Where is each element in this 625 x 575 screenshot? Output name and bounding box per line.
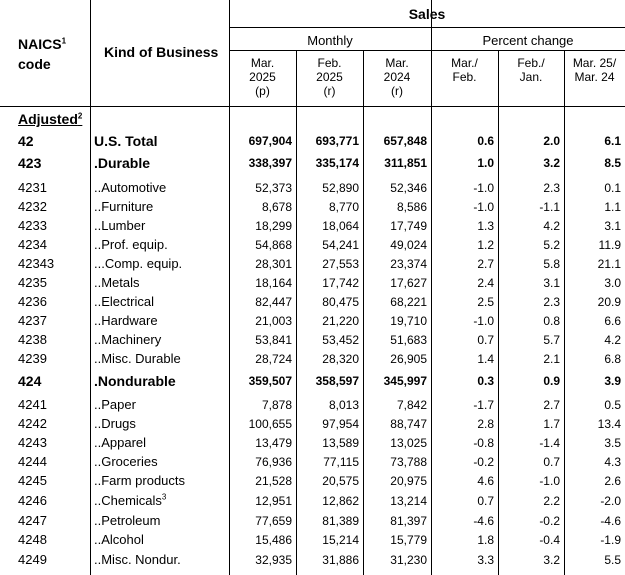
value-m3: 13,025 xyxy=(390,436,427,450)
business-kind xyxy=(94,455,158,468)
value-m3: 73,788 xyxy=(390,455,427,469)
business-kind-label: ..Alcohol xyxy=(94,532,144,547)
business-kind xyxy=(94,219,145,232)
value-m1: 18,164 xyxy=(255,276,292,290)
value-m3: 52,346 xyxy=(390,181,427,195)
value-p2: 2.0 xyxy=(543,134,560,148)
value-m2: 31,886 xyxy=(322,553,359,567)
naics-code: 42 xyxy=(18,133,34,149)
business-kind xyxy=(94,494,166,507)
value-p2: 2.7 xyxy=(543,398,560,412)
value-p1: 0.3 xyxy=(477,374,494,388)
value-m3: 19,710 xyxy=(390,314,427,328)
value-m1: 338,397 xyxy=(248,156,292,170)
value-p3: -1.9 xyxy=(600,533,621,547)
value-p3: 4.3 xyxy=(604,455,621,469)
value-m3: 13,214 xyxy=(390,494,427,508)
value-m1: 52,373 xyxy=(255,181,292,195)
value-m1: 7,878 xyxy=(261,398,292,412)
business-kind-label: ..Farm products xyxy=(94,473,186,488)
naics-footnote: 1 xyxy=(61,36,67,46)
naics-code: 4239 xyxy=(18,351,47,366)
business-kind xyxy=(94,238,168,251)
monthly-header: Monthly xyxy=(307,33,353,48)
value-m1: 359,507 xyxy=(248,374,292,388)
value-p3: 11.9 xyxy=(598,238,621,252)
naics-code: 4234 xyxy=(18,237,47,252)
col-mar25-mar24: Mar. 25/ Mar. 24 xyxy=(572,56,617,84)
value-m3: 23,374 xyxy=(390,257,427,271)
business-kind xyxy=(94,398,136,411)
section-label: Adjusted xyxy=(18,111,78,127)
value-m3: 17,627 xyxy=(390,276,427,290)
value-p2: 3.2 xyxy=(543,156,560,170)
value-m2: 53,452 xyxy=(322,333,359,347)
value-p3: 20.9 xyxy=(597,295,621,309)
business-kind xyxy=(94,474,185,487)
value-p2: 0.9 xyxy=(543,374,560,388)
value-p3: 3.5 xyxy=(604,436,621,450)
business-kind-label: ..Furniture xyxy=(94,199,154,214)
business-kind xyxy=(94,417,136,430)
value-p1: 1.4 xyxy=(477,352,494,366)
value-p3: 6.6 xyxy=(604,314,621,328)
value-p1: -1.0 xyxy=(473,200,494,214)
value-m3: 20,975 xyxy=(390,474,427,488)
value-m3: 68,221 xyxy=(390,295,427,309)
naics-code: 42343 xyxy=(18,256,55,271)
value-m2: 13,589 xyxy=(322,436,359,450)
value-m3: 26,905 xyxy=(390,352,427,366)
business-kind-label: ..Lumber xyxy=(94,218,146,233)
naics-code: 4246 xyxy=(18,493,47,508)
value-m1: 21,003 xyxy=(255,314,292,328)
business-kind-label: ..Drugs xyxy=(94,416,136,431)
business-kind-label: ..Electrical xyxy=(94,294,154,309)
value-m1: 15,486 xyxy=(255,533,292,547)
value-m1: 13,479 xyxy=(255,436,292,450)
business-kind-label: ..Paper xyxy=(94,397,136,412)
section-adjusted xyxy=(18,112,82,126)
naics-code: 4235 xyxy=(18,275,47,290)
value-m2: 21,220 xyxy=(322,314,359,328)
col-mar-2024: Mar. 2024 (r) xyxy=(383,56,411,98)
value-p2: 3.2 xyxy=(543,553,560,567)
value-m2: 27,553 xyxy=(322,257,359,271)
naics-code: 4233 xyxy=(18,218,47,233)
value-p3: 13.4 xyxy=(597,417,621,431)
kind-header: Kind of Business xyxy=(104,44,219,60)
value-p3: 0.5 xyxy=(604,398,621,412)
value-m2: 28,320 xyxy=(322,352,359,366)
value-m3: 7,842 xyxy=(396,398,427,412)
value-p2: 5.7 xyxy=(543,333,560,347)
business-kind xyxy=(94,295,154,308)
value-p2: -1.1 xyxy=(539,200,560,214)
naics-code: 424 xyxy=(18,373,42,389)
value-p3: -2.0 xyxy=(600,494,621,508)
value-p1: -1.7 xyxy=(473,398,494,412)
naics-code: 4243 xyxy=(18,435,47,450)
value-p2: 2.3 xyxy=(543,295,560,309)
value-m1: 32,935 xyxy=(255,553,292,567)
value-m2: 18,064 xyxy=(322,219,359,233)
value-p1: 1.2 xyxy=(477,238,494,252)
header-rule xyxy=(0,106,625,107)
value-p2: 2.1 xyxy=(543,352,560,366)
value-m3: 31,230 xyxy=(390,553,427,567)
naics-code: 4248 xyxy=(18,532,47,547)
value-m1: 76,936 xyxy=(255,455,292,469)
naics-label: NAICS xyxy=(18,36,62,52)
business-kind-label: ..Automotive xyxy=(94,180,167,195)
business-kind-label: ..Chemicals xyxy=(94,493,162,508)
value-m2: 693,771 xyxy=(315,134,359,148)
value-m3: 51,683 xyxy=(390,333,427,347)
business-kind xyxy=(94,276,140,289)
naics-code: 4236 xyxy=(18,294,47,309)
value-m3: 88,747 xyxy=(390,417,427,431)
value-p3: 3.1 xyxy=(604,219,621,233)
value-p1: -1.0 xyxy=(473,314,494,328)
value-m1: 53,841 xyxy=(255,333,292,347)
value-m1: 77,659 xyxy=(255,514,292,528)
value-m1: 82,447 xyxy=(255,295,292,309)
value-p2: -1.4 xyxy=(539,436,560,450)
business-kind xyxy=(94,333,161,346)
footnote-marker: 3 xyxy=(161,492,167,502)
value-m3: 311,851 xyxy=(384,156,427,170)
value-m1: 28,301 xyxy=(255,257,292,271)
business-kind xyxy=(94,134,158,148)
value-p1: 0.7 xyxy=(477,494,494,508)
business-kind xyxy=(94,533,144,546)
value-m1: 697,904 xyxy=(248,134,292,148)
value-m2: 54,241 xyxy=(322,238,359,252)
section-footnote: 2 xyxy=(77,111,83,121)
value-p3: 3.0 xyxy=(604,276,621,290)
value-p2: -0.2 xyxy=(539,514,560,528)
value-m1: 12,951 xyxy=(255,494,292,508)
code-header: code xyxy=(18,56,51,72)
value-m1: 28,724 xyxy=(255,352,292,366)
value-m2: 15,214 xyxy=(322,533,359,547)
business-kind-label: ..Prof. equip. xyxy=(94,237,168,252)
value-m2: 12,862 xyxy=(322,494,359,508)
business-kind-label: ...Comp. equip. xyxy=(94,256,183,271)
naics-code: 4242 xyxy=(18,416,47,431)
value-p1: -4.6 xyxy=(473,514,494,528)
naics-code: 4247 xyxy=(18,513,47,528)
business-kind-label: ..Apparel xyxy=(94,435,147,450)
value-p1: 2.4 xyxy=(477,276,494,290)
value-m3: 49,024 xyxy=(390,238,427,252)
value-p2: 3.1 xyxy=(543,276,560,290)
header-rule xyxy=(229,50,625,51)
value-m2: 20,575 xyxy=(322,474,359,488)
business-kind-label: .Durable xyxy=(94,155,151,171)
value-p2: 1.7 xyxy=(543,417,560,431)
value-m2: 8,013 xyxy=(328,398,359,412)
business-kind-label: U.S. Total xyxy=(94,133,158,149)
business-kind xyxy=(94,156,150,170)
naics-code: 423 xyxy=(18,155,42,171)
naics-header xyxy=(18,37,66,51)
value-m3: 657,848 xyxy=(383,134,427,148)
value-m2: 97,954 xyxy=(322,417,359,431)
value-p3: 5.5 xyxy=(604,553,621,567)
value-p2: 0.7 xyxy=(543,455,560,469)
col-divider xyxy=(90,0,91,575)
value-p1: -0.8 xyxy=(473,436,494,450)
value-m3: 8,586 xyxy=(396,200,427,214)
value-m2: 77,115 xyxy=(323,455,359,469)
value-p1: -0.2 xyxy=(473,455,494,469)
value-p2: 5.8 xyxy=(543,257,560,271)
col-mar-2025: Mar. 2025 (p) xyxy=(249,56,276,98)
naics-code: 4241 xyxy=(18,397,47,412)
value-m3: 17,749 xyxy=(390,219,427,233)
business-kind xyxy=(94,374,176,388)
business-kind-label: ..Misc. Nondur. xyxy=(94,552,181,567)
value-p1: 1.0 xyxy=(477,156,494,170)
value-p1: 2.5 xyxy=(477,295,494,309)
value-p3: 2.6 xyxy=(604,474,621,488)
value-p1: 0.7 xyxy=(477,333,494,347)
value-p1: 4.6 xyxy=(477,474,494,488)
business-kind-label: ..Groceries xyxy=(94,454,158,469)
sales-header: Sales xyxy=(408,6,446,22)
value-p1: 3.3 xyxy=(477,553,494,567)
value-m3: 81,397 xyxy=(390,514,427,528)
value-p1: 2.8 xyxy=(477,417,494,431)
business-kind-label: ..Machinery xyxy=(94,332,162,347)
business-kind xyxy=(94,257,182,270)
business-kind-label: ..Petroleum xyxy=(94,513,161,528)
value-m1: 21,528 xyxy=(255,474,292,488)
value-p1: 1.8 xyxy=(477,533,494,547)
value-m2: 80,475 xyxy=(322,295,359,309)
business-kind xyxy=(94,436,146,449)
value-m2: 52,890 xyxy=(322,181,359,195)
business-kind xyxy=(94,200,153,213)
value-p3: 0.1 xyxy=(604,181,621,195)
business-kind xyxy=(94,514,160,527)
business-kind-label: ..Metals xyxy=(94,275,140,290)
value-p2: -1.0 xyxy=(539,474,560,488)
col-feb-jan: Feb./ Jan. xyxy=(517,56,545,84)
naics-code: 4238 xyxy=(18,332,47,347)
value-m2: 358,597 xyxy=(315,374,359,388)
value-p2: 2.2 xyxy=(543,494,560,508)
col-feb-2025: Feb. 2025 (r) xyxy=(316,56,343,98)
value-p1: 0.6 xyxy=(477,134,494,148)
naics-code: 4232 xyxy=(18,199,47,214)
naics-code: 4245 xyxy=(18,473,47,488)
value-p3: 6.1 xyxy=(604,134,621,148)
business-kind xyxy=(94,181,166,194)
value-p3: 1.1 xyxy=(604,200,621,214)
value-m2: 81,389 xyxy=(322,514,359,528)
value-p1: 1.3 xyxy=(477,219,494,233)
value-m2: 335,174 xyxy=(315,156,359,170)
business-kind xyxy=(94,314,158,327)
naics-code: 4237 xyxy=(18,313,47,328)
value-m1: 8,678 xyxy=(261,200,292,214)
naics-code: 4249 xyxy=(18,552,47,567)
value-m3: 15,779 xyxy=(390,533,427,547)
value-m1: 18,299 xyxy=(255,219,292,233)
business-kind-label: ..Hardware xyxy=(94,313,158,328)
business-kind-label: ..Misc. Durable xyxy=(94,351,181,366)
value-p3: 4.2 xyxy=(604,333,621,347)
value-p1: 2.7 xyxy=(477,257,494,271)
value-p3: 21.1 xyxy=(597,257,621,271)
business-kind xyxy=(94,553,181,566)
value-m2: 8,770 xyxy=(328,200,359,214)
value-p3: -4.6 xyxy=(600,514,621,528)
value-p2: -0.4 xyxy=(539,533,560,547)
value-p1: -1.0 xyxy=(473,181,494,195)
value-p2: 2.3 xyxy=(543,181,560,195)
business-kind-label: .Nondurable xyxy=(94,373,176,389)
value-m1: 100,655 xyxy=(248,417,292,431)
value-p2: 0.8 xyxy=(543,314,560,328)
value-p3: 6.8 xyxy=(604,352,621,366)
value-p3: 3.9 xyxy=(604,374,621,388)
col-mar-feb: Mar./ Feb. xyxy=(451,56,478,84)
value-p3: 8.5 xyxy=(604,156,621,170)
naics-code: 4244 xyxy=(18,454,47,469)
naics-code: 4231 xyxy=(18,180,47,195)
value-m2: 17,742 xyxy=(322,276,359,290)
value-p2: 5.2 xyxy=(543,238,560,252)
value-p2: 4.2 xyxy=(543,219,560,233)
value-m1: 54,868 xyxy=(255,238,292,252)
value-m3: 345,997 xyxy=(383,374,427,388)
business-kind xyxy=(94,352,181,365)
header-rule xyxy=(229,27,625,28)
percent-change-header: Percent change xyxy=(482,33,574,48)
